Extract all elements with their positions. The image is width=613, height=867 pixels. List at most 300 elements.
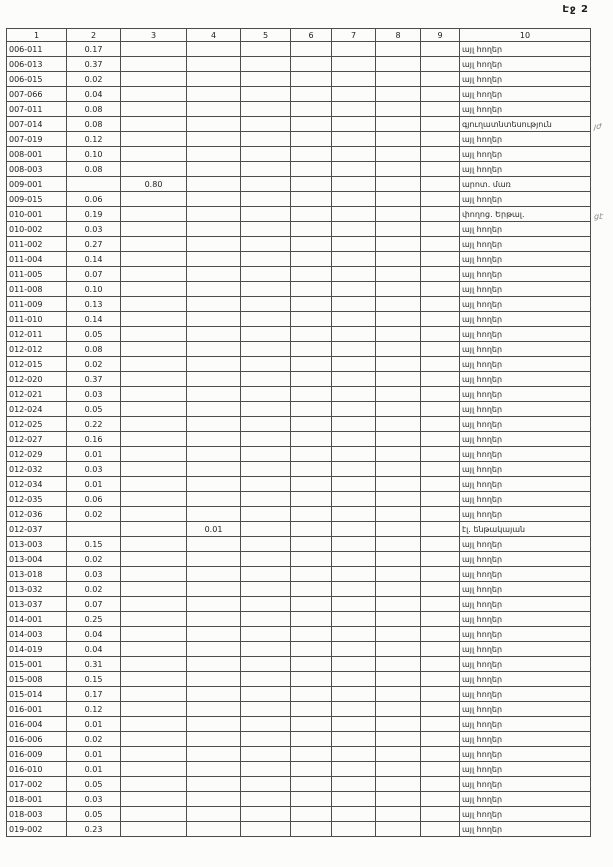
land-use-cell: այլ հողեր: [460, 57, 591, 72]
area-value-cell: [376, 552, 421, 567]
area-value-cell: [421, 552, 460, 567]
area-value-cell: [291, 447, 332, 462]
area-value-cell: [421, 747, 460, 762]
area-value-cell: [291, 42, 332, 57]
area-value-cell: [421, 372, 460, 387]
area-value-cell: [332, 672, 376, 687]
area-value-cell: [187, 357, 241, 372]
area-value-cell: [332, 567, 376, 582]
table-row: [7, 297, 591, 312]
parcel-code-cell: 008-003: [7, 162, 67, 177]
land-use-cell: այլ հողեր: [460, 267, 591, 282]
parcel-code-cell: 007-011: [7, 102, 67, 117]
area-value-cell: [187, 312, 241, 327]
area-value-cell: [376, 567, 421, 582]
area-value-cell: [121, 147, 187, 162]
area-value-cell: [241, 177, 291, 192]
area-value-cell: [332, 312, 376, 327]
parcel-code-cell: 008-001: [7, 147, 67, 162]
table-row: [7, 807, 591, 822]
area-value-cell: [421, 42, 460, 57]
area-value-cell: 0.06: [67, 192, 121, 207]
land-use-cell: այլ հողեր: [460, 357, 591, 372]
table-row: [7, 312, 591, 327]
area-value-cell: [376, 642, 421, 657]
area-value-cell: [241, 87, 291, 102]
area-value-cell: 0.14: [67, 252, 121, 267]
area-value-cell: [421, 462, 460, 477]
area-value-cell: [376, 87, 421, 102]
area-value-cell: [121, 342, 187, 357]
area-value-cell: [291, 747, 332, 762]
land-use-cell: այլ հողեր: [460, 327, 591, 342]
area-value-cell: 0.02: [67, 72, 121, 87]
area-value-cell: [332, 192, 376, 207]
table-row: [7, 417, 591, 432]
parcel-code-cell: 006-013: [7, 57, 67, 72]
area-value-cell: [187, 642, 241, 657]
area-value-cell: [421, 342, 460, 357]
area-value-cell: [421, 717, 460, 732]
area-value-cell: [291, 732, 332, 747]
area-value-cell: 0.01: [67, 747, 121, 762]
land-use-cell: այլ հողեր: [460, 687, 591, 702]
area-value-cell: [332, 717, 376, 732]
land-use-cell: այլ հողեր: [460, 312, 591, 327]
area-value-cell: 0.15: [67, 537, 121, 552]
area-value-cell: [121, 237, 187, 252]
area-value-cell: [421, 207, 460, 222]
column-header-3: 3: [121, 29, 187, 42]
area-value-cell: [291, 522, 332, 537]
parcel-code-cell: 007-014: [7, 117, 67, 132]
table-row: [7, 507, 591, 522]
area-value-cell: 0.22: [67, 417, 121, 432]
land-use-cell: այլ հողեր: [460, 462, 591, 477]
area-value-cell: [121, 792, 187, 807]
land-use-cell: այլ հողեր: [460, 537, 591, 552]
land-use-cell: էլ. ենթակայան: [460, 522, 591, 537]
area-value-cell: [241, 297, 291, 312]
parcel-code-cell: 007-066: [7, 87, 67, 102]
area-value-cell: [241, 567, 291, 582]
parcel-code-cell: 011-010: [7, 312, 67, 327]
area-value-cell: [421, 732, 460, 747]
table-row: [7, 57, 591, 72]
area-value-cell: [241, 132, 291, 147]
land-use-cell: այլ հողեր: [460, 447, 591, 462]
area-value-cell: [121, 402, 187, 417]
column-header-4: 4: [187, 29, 241, 42]
area-value-cell: [376, 42, 421, 57]
table-row: [7, 672, 591, 687]
land-use-cell: այլ հողեր: [460, 807, 591, 822]
area-value-cell: [241, 372, 291, 387]
table-row: [7, 777, 591, 792]
area-value-cell: [121, 507, 187, 522]
area-value-cell: [187, 162, 241, 177]
parcel-code-cell: 014-019: [7, 642, 67, 657]
area-value-cell: [121, 732, 187, 747]
area-value-cell: [187, 687, 241, 702]
area-value-cell: [421, 252, 460, 267]
table-row: [7, 237, 591, 252]
area-value-cell: [421, 447, 460, 462]
area-value-cell: [376, 447, 421, 462]
area-value-cell: [291, 627, 332, 642]
area-value-cell: 0.13: [67, 297, 121, 312]
parcel-code-cell: 018-003: [7, 807, 67, 822]
area-value-cell: [291, 777, 332, 792]
area-value-cell: [332, 177, 376, 192]
area-value-cell: 0.03: [67, 387, 121, 402]
parcel-code-cell: 015-001: [7, 657, 67, 672]
area-value-cell: [376, 297, 421, 312]
area-value-cell: [291, 507, 332, 522]
table-row: [7, 762, 591, 777]
area-value-cell: [187, 387, 241, 402]
table-header-row: [7, 29, 591, 42]
area-value-cell: [121, 387, 187, 402]
table-row: [7, 537, 591, 552]
area-value-cell: [376, 537, 421, 552]
area-value-cell: [241, 327, 291, 342]
area-value-cell: [121, 72, 187, 87]
area-value-cell: [291, 642, 332, 657]
area-value-cell: [332, 102, 376, 117]
area-value-cell: [421, 402, 460, 417]
area-value-cell: [241, 627, 291, 642]
area-value-cell: [121, 672, 187, 687]
area-value-cell: [241, 552, 291, 567]
area-value-cell: [332, 147, 376, 162]
area-value-cell: [121, 762, 187, 777]
area-value-cell: [187, 132, 241, 147]
area-value-cell: [187, 72, 241, 87]
area-value-cell: 0.80: [121, 177, 187, 192]
area-value-cell: [291, 792, 332, 807]
area-value-cell: [187, 612, 241, 627]
parcel-code-cell: 016-010: [7, 762, 67, 777]
table-row: [7, 477, 591, 492]
land-use-cell: այլ հողեր: [460, 72, 591, 87]
area-value-cell: 0.23: [67, 822, 121, 837]
area-value-cell: 0.15: [67, 672, 121, 687]
area-value-cell: [376, 372, 421, 387]
parcel-code-cell: 016-009: [7, 747, 67, 762]
handwritten-margin-note: յժ: [594, 122, 602, 131]
area-value-cell: [332, 432, 376, 447]
area-value-cell: 0.01: [67, 477, 121, 492]
table-row: [7, 582, 591, 597]
land-use-cell: այլ հողեր: [460, 162, 591, 177]
area-value-cell: [332, 507, 376, 522]
area-value-cell: [421, 282, 460, 297]
area-value-cell: [121, 87, 187, 102]
area-value-cell: [332, 642, 376, 657]
area-value-cell: [291, 282, 332, 297]
area-value-cell: [121, 567, 187, 582]
area-value-cell: [332, 582, 376, 597]
parcel-code-cell: 014-003: [7, 627, 67, 642]
area-value-cell: [376, 267, 421, 282]
table-row: [7, 327, 591, 342]
area-value-cell: [421, 297, 460, 312]
area-value-cell: [421, 267, 460, 282]
area-value-cell: 0.03: [67, 462, 121, 477]
area-value-cell: [241, 267, 291, 282]
parcel-code-cell: 014-001: [7, 612, 67, 627]
area-value-cell: [121, 207, 187, 222]
parcel-code-cell: 006-011: [7, 42, 67, 57]
land-use-cell: այլ հողեր: [460, 672, 591, 687]
column-header-10: 10: [460, 29, 591, 42]
area-value-cell: [291, 117, 332, 132]
area-value-cell: [187, 282, 241, 297]
table-row: [7, 702, 591, 717]
area-value-cell: [187, 792, 241, 807]
area-value-cell: [332, 807, 376, 822]
area-value-cell: [241, 747, 291, 762]
area-value-cell: [421, 762, 460, 777]
column-header-2: 2: [67, 29, 121, 42]
area-value-cell: [241, 537, 291, 552]
area-value-cell: [332, 552, 376, 567]
area-value-cell: [376, 597, 421, 612]
area-value-cell: [291, 687, 332, 702]
area-value-cell: [332, 747, 376, 762]
area-value-cell: [332, 42, 376, 57]
area-value-cell: [241, 462, 291, 477]
area-value-cell: [291, 87, 332, 102]
area-value-cell: [291, 432, 332, 447]
area-value-cell: [376, 357, 421, 372]
area-value-cell: [421, 612, 460, 627]
parcel-code-cell: 009-001: [7, 177, 67, 192]
parcel-code-cell: 019-002: [7, 822, 67, 837]
area-value-cell: [291, 312, 332, 327]
column-header-6: 6: [291, 29, 332, 42]
area-value-cell: [241, 687, 291, 702]
area-value-cell: [332, 327, 376, 342]
area-value-cell: [187, 777, 241, 792]
land-use-cell: այլ հողեր: [460, 507, 591, 522]
area-value-cell: [187, 222, 241, 237]
table-body: [7, 42, 591, 837]
area-value-cell: [332, 357, 376, 372]
area-value-cell: [187, 297, 241, 312]
table-row: [7, 252, 591, 267]
land-use-cell: այլ հողեր: [460, 282, 591, 297]
parcel-code-cell: 012-024: [7, 402, 67, 417]
area-value-cell: [121, 417, 187, 432]
area-value-cell: [187, 627, 241, 642]
area-value-cell: [332, 597, 376, 612]
area-value-cell: 0.08: [67, 102, 121, 117]
area-value-cell: [187, 552, 241, 567]
area-value-cell: [291, 267, 332, 282]
area-value-cell: [241, 192, 291, 207]
area-value-cell: [187, 597, 241, 612]
area-value-cell: [332, 702, 376, 717]
area-value-cell: [421, 537, 460, 552]
area-value-cell: [376, 657, 421, 672]
area-value-cell: [332, 117, 376, 132]
area-value-cell: [241, 117, 291, 132]
table-row: [7, 192, 591, 207]
table-row: [7, 492, 591, 507]
land-use-cell: այլ հողեր: [460, 582, 591, 597]
table-row: [7, 657, 591, 672]
area-value-cell: [421, 627, 460, 642]
area-value-cell: [291, 147, 332, 162]
area-value-cell: [187, 762, 241, 777]
land-use-cell: այլ հողեր: [460, 747, 591, 762]
area-value-cell: 0.01: [187, 522, 241, 537]
area-value-cell: [187, 492, 241, 507]
area-value-cell: [376, 402, 421, 417]
area-value-cell: [121, 552, 187, 567]
parcel-code-cell: 012-034: [7, 477, 67, 492]
table-row: [7, 387, 591, 402]
area-value-cell: [241, 522, 291, 537]
area-value-cell: [376, 252, 421, 267]
area-value-cell: [241, 447, 291, 462]
land-use-cell: այլ հողեր: [460, 297, 591, 312]
area-value-cell: [241, 342, 291, 357]
area-value-cell: [291, 657, 332, 672]
area-value-cell: [332, 522, 376, 537]
area-value-cell: [187, 342, 241, 357]
land-use-cell: այլ հողեր: [460, 102, 591, 117]
area-value-cell: [291, 222, 332, 237]
area-value-cell: [332, 792, 376, 807]
area-value-cell: [187, 432, 241, 447]
land-use-cell: այլ հողեր: [460, 372, 591, 387]
area-value-cell: [121, 312, 187, 327]
area-value-cell: 0.02: [67, 582, 121, 597]
table-row: [7, 87, 591, 102]
area-value-cell: [121, 297, 187, 312]
parcel-code-cell: 011-004: [7, 252, 67, 267]
table-row: [7, 372, 591, 387]
area-value-cell: [187, 57, 241, 72]
area-value-cell: [376, 72, 421, 87]
area-value-cell: [187, 507, 241, 522]
parcel-code-cell: 012-021: [7, 387, 67, 402]
area-value-cell: [376, 312, 421, 327]
area-value-cell: [421, 432, 460, 447]
area-value-cell: [291, 672, 332, 687]
area-value-cell: [421, 387, 460, 402]
area-value-cell: [291, 252, 332, 267]
area-value-cell: [421, 72, 460, 87]
parcel-code-cell: 011-009: [7, 297, 67, 312]
area-value-cell: [291, 297, 332, 312]
area-value-cell: [241, 402, 291, 417]
area-value-cell: [376, 522, 421, 537]
area-value-cell: [121, 807, 187, 822]
area-value-cell: [291, 807, 332, 822]
land-parcel-table: [6, 28, 591, 837]
area-value-cell: 0.10: [67, 147, 121, 162]
table-row: [7, 402, 591, 417]
area-value-cell: [121, 192, 187, 207]
area-value-cell: [421, 312, 460, 327]
area-value-cell: [421, 327, 460, 342]
area-value-cell: [241, 477, 291, 492]
area-value-cell: [241, 72, 291, 87]
area-value-cell: 0.03: [67, 792, 121, 807]
area-value-cell: [187, 267, 241, 282]
area-value-cell: [332, 492, 376, 507]
area-value-cell: [291, 237, 332, 252]
area-value-cell: [376, 717, 421, 732]
area-value-cell: 0.37: [67, 372, 121, 387]
area-value-cell: [376, 612, 421, 627]
land-use-cell: այլ հողեր: [460, 432, 591, 447]
handwritten-margin-note: ցէ: [594, 212, 604, 221]
area-value-cell: [187, 462, 241, 477]
area-value-cell: [376, 102, 421, 117]
area-value-cell: 0.12: [67, 702, 121, 717]
area-value-cell: [332, 732, 376, 747]
area-value-cell: [121, 252, 187, 267]
area-value-cell: [332, 612, 376, 627]
land-use-cell: այլ հողեր: [460, 387, 591, 402]
area-value-cell: [376, 747, 421, 762]
area-value-cell: [291, 762, 332, 777]
area-value-cell: [241, 387, 291, 402]
area-value-cell: [241, 582, 291, 597]
area-value-cell: [121, 117, 187, 132]
area-value-cell: 0.02: [67, 552, 121, 567]
area-value-cell: 0.19: [67, 207, 121, 222]
area-value-cell: 0.01: [67, 717, 121, 732]
area-value-cell: 0.08: [67, 162, 121, 177]
area-value-cell: [187, 192, 241, 207]
table-row: [7, 597, 591, 612]
parcel-code-cell: 013-018: [7, 567, 67, 582]
area-value-cell: [421, 522, 460, 537]
area-value-cell: [291, 612, 332, 627]
area-value-cell: [376, 582, 421, 597]
area-value-cell: [332, 537, 376, 552]
area-value-cell: [421, 657, 460, 672]
table-row: [7, 267, 591, 282]
area-value-cell: [421, 582, 460, 597]
land-use-cell: այլ հողեր: [460, 702, 591, 717]
table-row: [7, 147, 591, 162]
area-value-cell: [291, 102, 332, 117]
area-value-cell: [291, 372, 332, 387]
area-value-cell: [121, 447, 187, 462]
area-value-cell: [187, 717, 241, 732]
area-value-cell: [291, 57, 332, 72]
table-row: [7, 72, 591, 87]
area-value-cell: [376, 792, 421, 807]
area-value-cell: [291, 822, 332, 837]
land-use-cell: փողոց. Երթալ.: [460, 207, 591, 222]
column-header-5: 5: [241, 29, 291, 42]
area-value-cell: [291, 717, 332, 732]
area-value-cell: [241, 162, 291, 177]
parcel-code-cell: 018-001: [7, 792, 67, 807]
area-value-cell: [332, 267, 376, 282]
area-value-cell: [376, 57, 421, 72]
area-value-cell: [121, 162, 187, 177]
area-value-cell: 0.05: [67, 327, 121, 342]
